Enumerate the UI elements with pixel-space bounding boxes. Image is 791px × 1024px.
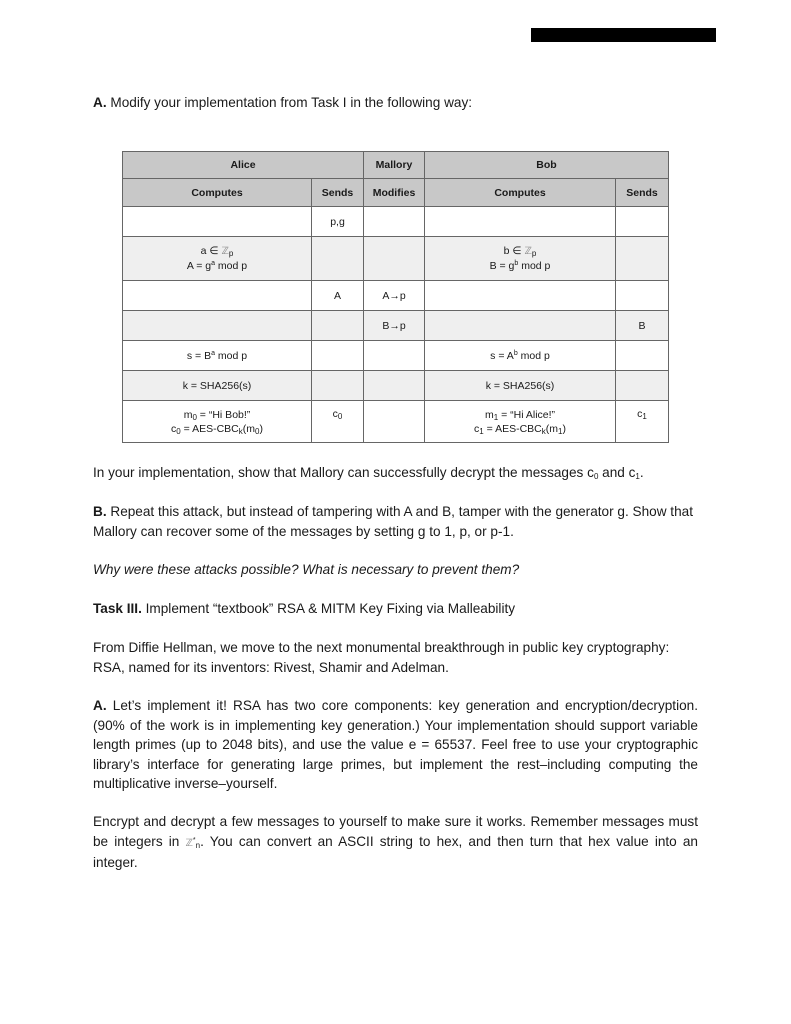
table-row (123, 207, 669, 237)
encrypt-paragraph: Encrypt and decrypt a few messages to yourself to make sure it works. Remember messages must be integers in ℤ*$_n$. You can convert an ASCII string to hex, and then turn that hex value into an integer. (93, 814, 698, 870)
cell: $m_1$ = “Hi Alice!” $c_1 = AES-CBC_k(m_1)$ (425, 401, 616, 443)
col-bob-computes: Computes (425, 179, 616, 207)
section-b1-paragraph: B. Repeat this attack, but instead of tampering with A and B, tamper with the generator g. Show that Mallory can recover some of the messages by setting g to 1, p, or p-1. (93, 504, 693, 539)
cell: b ∈ ℤ$_p$ $B = g^b$ mod p (425, 237, 616, 281)
table-row (123, 281, 669, 311)
question-paragraph: Why were these attacks possible? What is necessary to prevent them? (93, 562, 520, 577)
table-row (123, 237, 669, 281)
redaction-bar (531, 28, 716, 42)
cell: B (616, 311, 669, 341)
table-row (123, 371, 669, 401)
table-row (123, 311, 669, 341)
section-a2-paragraph: A. Let’s implement it! RSA has two core components: key generation and encryption/decryption. (90% of the work is in implementing key generation.) Your implementation should support variable length primes (up to 2048 bits), and use the value e = 65537. Feel free to use your cryptographic library’s interface for generating large primes, but implement the rest–including computing the multiplicative inverse–yourself. (93, 698, 698, 791)
cell: $c_0$ (312, 401, 364, 443)
cell: p,g (312, 207, 364, 237)
table-row (123, 401, 669, 443)
intro-paragraph: From Diffie Hellman, we move to the next monumental breakthrough in public key cryptography: RSA, named for its inventors: Rivest, Shamir and Adelman. (93, 640, 670, 675)
cell: k = SHA256(s) (123, 371, 312, 401)
section-a1-heading: A. Modify your implementation from Task I in the following way: (93, 95, 473, 110)
header-mallory: Mallory (364, 152, 425, 179)
header-alice: Alice (123, 152, 364, 179)
cell: $c_1$ (616, 401, 669, 443)
party-header-row (123, 152, 669, 179)
col-bob-sends: Sends (616, 179, 669, 207)
table-row (123, 341, 669, 371)
col-mallory-modifies: Modifies (364, 179, 425, 207)
cell: A (312, 281, 364, 311)
col-alice-computes: Computes (123, 179, 312, 207)
cell: $s = B^a$ mod p (123, 341, 312, 371)
cell: k = SHA256(s) (425, 371, 616, 401)
protocol-table (122, 151, 669, 443)
cell: B→p (364, 311, 425, 341)
task3-heading: Task III. Implement “textbook” RSA & MITM Key Fixing via Malleability (93, 601, 516, 616)
cell: $m_0$ = “Hi Bob!” $c_0 = AES-CBC_k(m_0)$ (123, 401, 312, 443)
cell: $s = A^b$ mod p (425, 341, 616, 371)
header-bob: Bob (425, 152, 669, 179)
cell: A→p (364, 281, 425, 311)
col-alice-sends: Sends (312, 179, 364, 207)
impl-paragraph: In your implementation, show that Mallory can successfully decrypt the messages $c_0$ and $c_1$. (93, 465, 644, 481)
column-header-row (123, 179, 669, 207)
cell: a ∈ ℤ$_p$ $A = g^a$ mod p (123, 237, 312, 281)
